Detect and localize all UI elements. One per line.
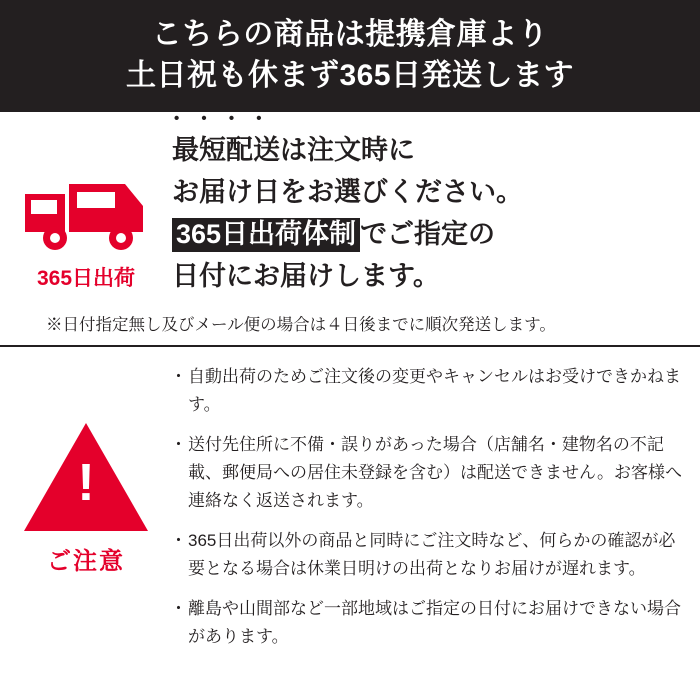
banner-header xyxy=(0,0,700,112)
shipping-message-line-4: 日付にお届けします。 xyxy=(172,260,440,291)
shipping-message-line-3 xyxy=(172,214,686,256)
caution-label: ご注意 xyxy=(47,548,125,576)
list-item: ・ 離島や山間部など一部地域はご指定の日付にお届けできない場合があります。 xyxy=(172,595,684,650)
header-line-1: こちらの商品は提携倉庫より xyxy=(151,17,549,51)
caution-icon-column xyxy=(0,361,172,694)
list-item: ・ 自動出荷のためご注文後の変更やキャンセルはお受けできかねます。 xyxy=(172,363,684,418)
delivery-truck-icon xyxy=(21,176,151,254)
shipping-section xyxy=(0,112,700,347)
shipping-message xyxy=(172,122,700,297)
shipping-note: ※日付指定無し及びメール便の場合は４日後までに順次発送します。 xyxy=(46,316,556,335)
caution-section xyxy=(0,347,700,700)
list-item: ・ 365日出荷以外の商品と同時にご注文時など、何らかの確認が必要となる場合は休業日明けの出荷となりお届けが遅れます。 xyxy=(172,527,684,582)
list-item: ・ 送付先住所に不備・誤りがあった場合（店舗名・建物名の不記載、郵便局への居住未登録を含む）は配送できません。お客様へ連絡なく返送されます。 xyxy=(172,431,684,514)
truck-label: 365日出荷 xyxy=(36,267,136,290)
header-line-2: 土日祝も休まず365日発送します xyxy=(125,59,575,92)
shipping-message-line-1 xyxy=(172,130,686,172)
caution-list xyxy=(172,361,700,694)
shipping-message-line-2: お届け日をお選びください。 xyxy=(172,176,523,207)
shipping-section-body xyxy=(0,122,700,297)
truck-column xyxy=(0,122,172,292)
shipping-message-line-3-rest: でご指定の xyxy=(360,218,496,249)
warning-triangle-icon xyxy=(24,423,148,531)
shipping-message-line-1-text: • • • • 最短配送は注文時に xyxy=(172,130,415,172)
shipping-highlight: 365日出荷体制 xyxy=(172,218,360,252)
